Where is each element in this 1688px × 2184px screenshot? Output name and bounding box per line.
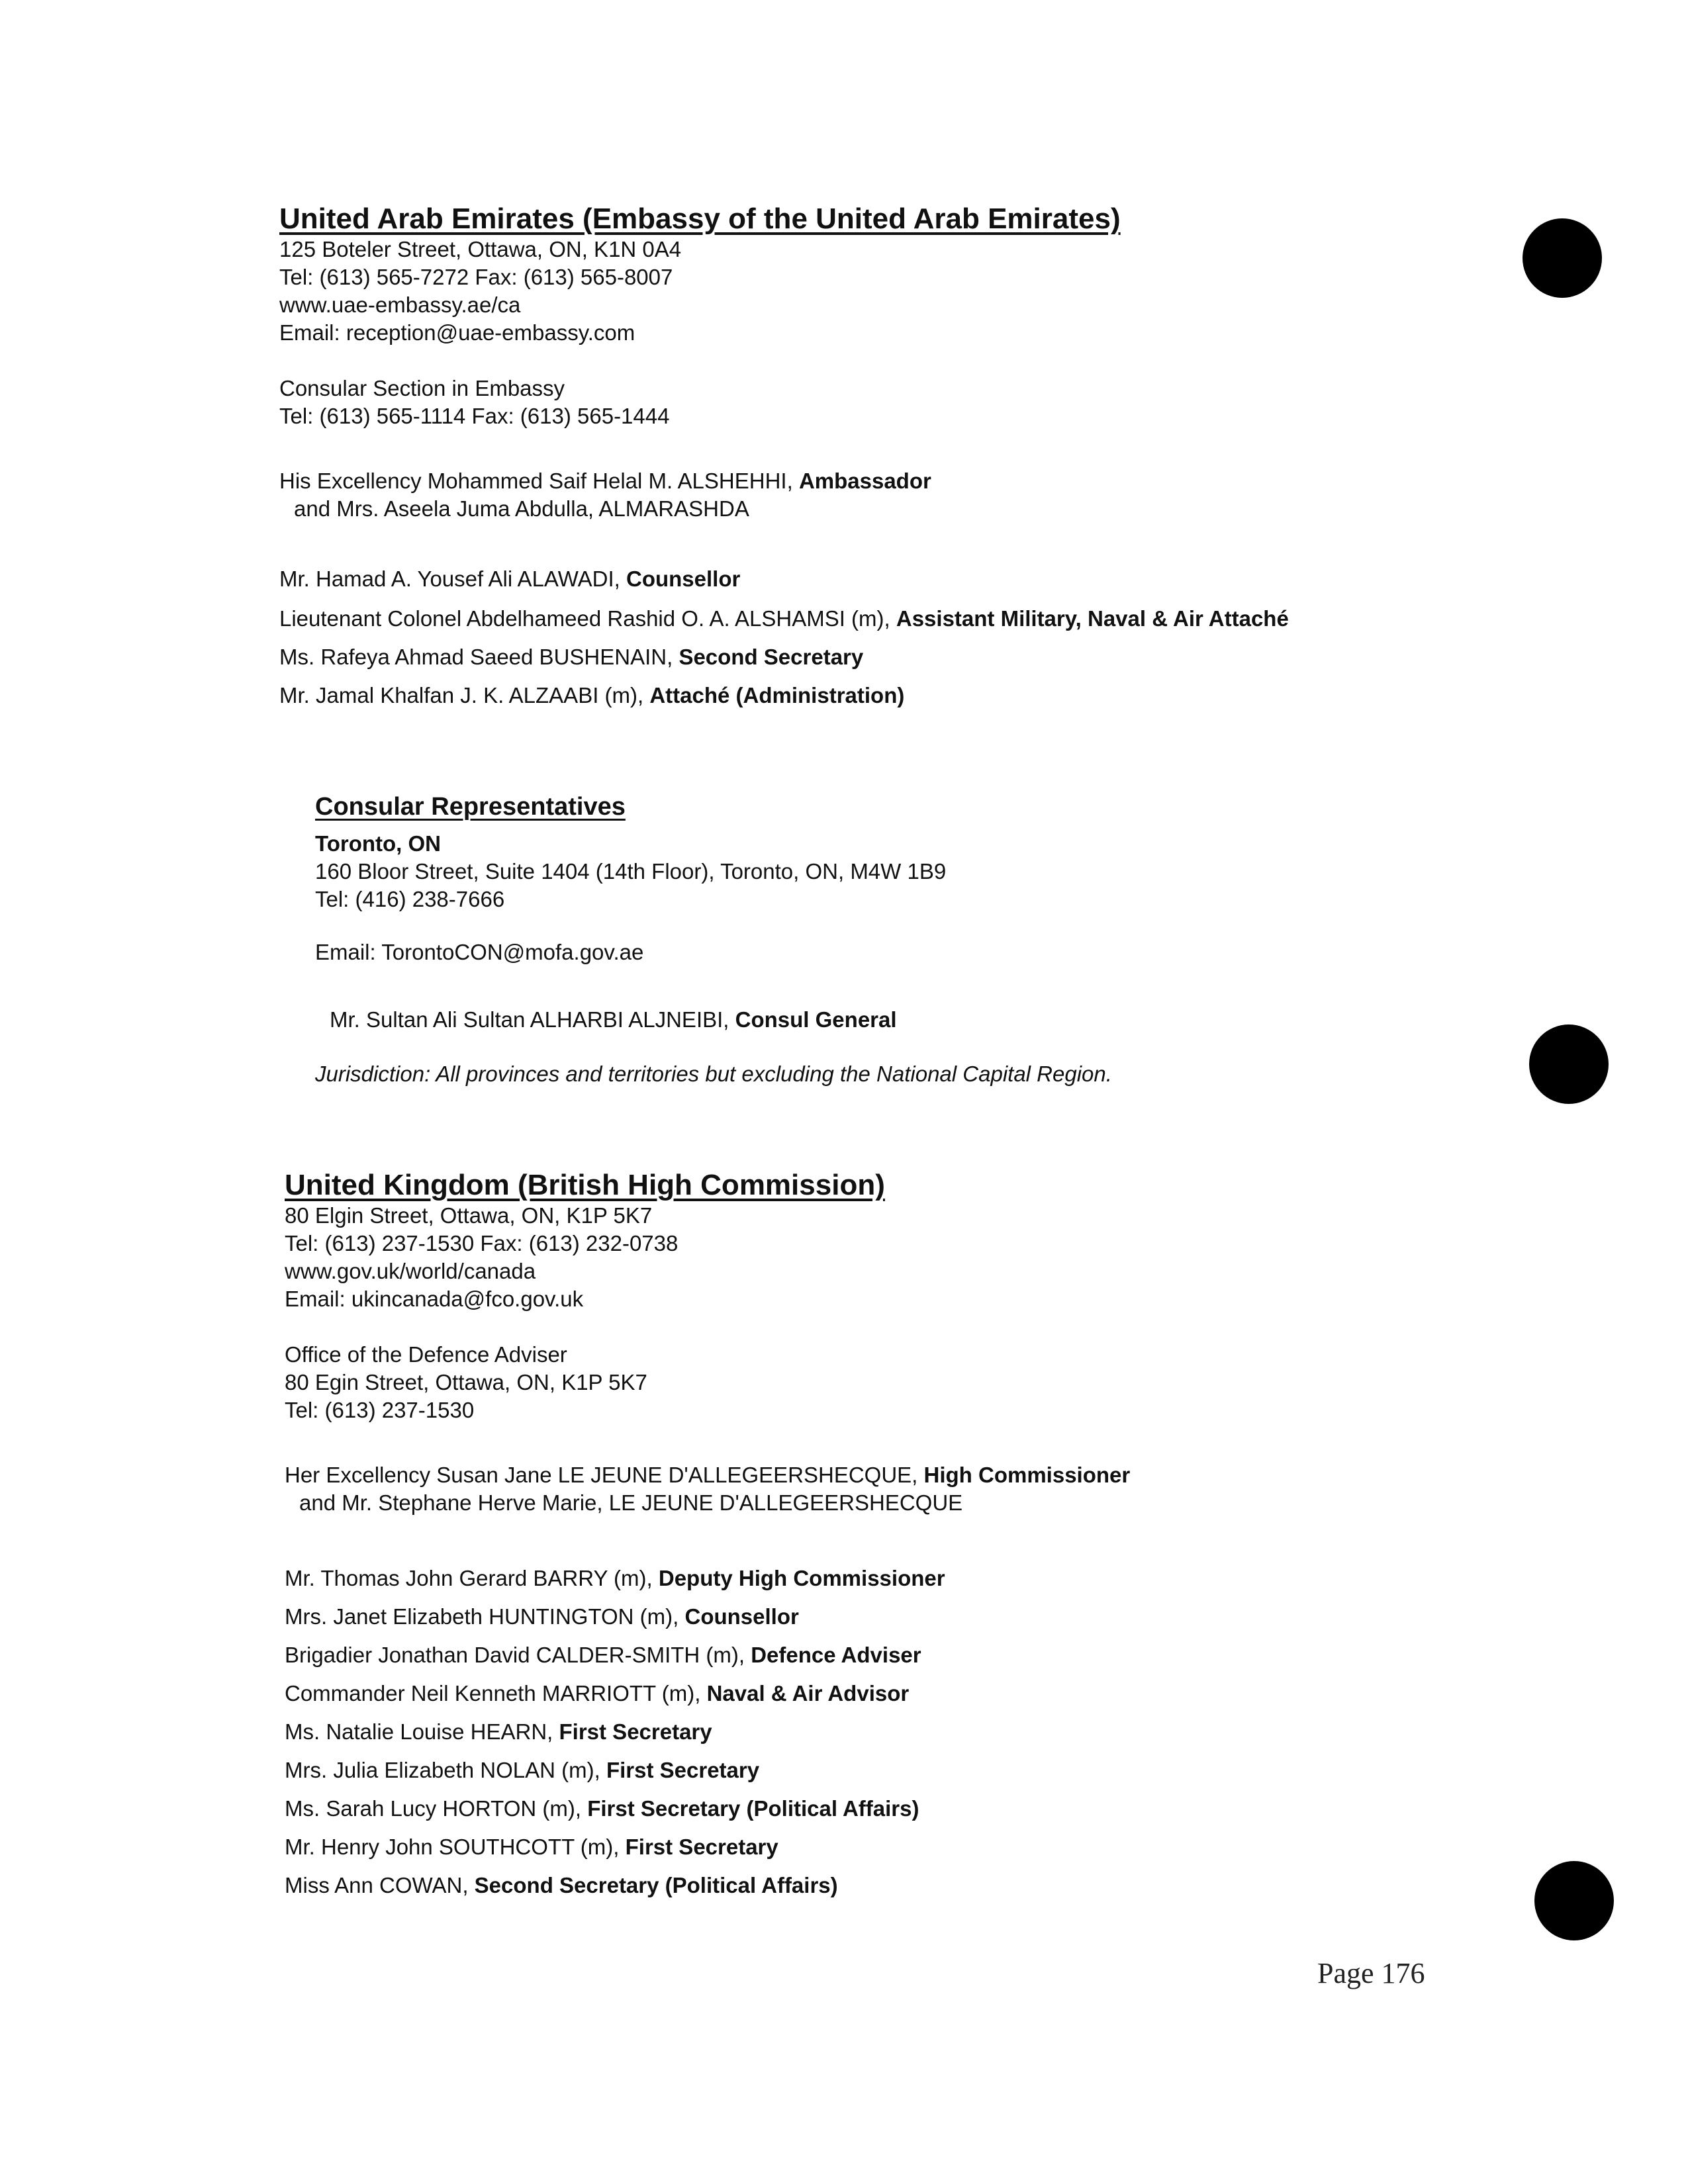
uae-website: www.uae-embassy.ae/ca xyxy=(279,293,521,317)
staff-name: Lieutenant Colonel Abdelhameed Rashid O. A. ALSHAMSI (m), xyxy=(279,606,890,631)
uk-staff-row xyxy=(285,1828,1423,1866)
staff-title: Deputy High Commissioner xyxy=(658,1566,945,1590)
uk-website: www.gov.uk/world/canada xyxy=(285,1259,536,1283)
consular-city: Toronto, ON xyxy=(315,831,442,856)
staff-title: Counsellor xyxy=(684,1604,799,1629)
staff-title: First Secretary xyxy=(625,1835,778,1859)
staff-name: Miss Ann COWAN, xyxy=(285,1873,469,1897)
hole-punch-top xyxy=(1523,218,1602,298)
uae-head-title: Ambassador xyxy=(798,469,931,493)
uk-tel: Tel: (613) 237-1530 Fax: (613) 232-0738 xyxy=(285,1231,679,1255)
uk-staff-row xyxy=(285,1790,1423,1828)
uae-tel: Tel: (613) 565-7272 Fax: (613) 565-8007 xyxy=(279,265,673,289)
hole-punch-bottom xyxy=(1534,1861,1614,1940)
uk-staff-row xyxy=(285,1866,1423,1905)
staff-title: Second Secretary (Political Affairs) xyxy=(474,1873,838,1897)
uae-staff-row xyxy=(279,604,1352,634)
uae-consular-section: Consular Section in Embassy xyxy=(279,376,565,400)
uae-section xyxy=(279,203,1418,715)
staff-title: First Secretary (Political Affairs) xyxy=(587,1796,919,1821)
staff-name: Mr. Jamal Khalfan J. K. ALZAABI (m), xyxy=(279,683,644,707)
staff-name: Mrs. Julia Elizabeth NOLAN (m), xyxy=(285,1758,600,1782)
uk-staff-row xyxy=(285,1751,1423,1790)
staff-name: Ms. Sarah Lucy HORTON (m), xyxy=(285,1796,582,1821)
uk-staff-row xyxy=(285,1674,1423,1713)
uk-staff-row xyxy=(285,1598,1423,1636)
uk-head-title: High Commissioner xyxy=(923,1463,1131,1487)
consular-officer-name: Mr. Sultan Ali Sultan ALHARBI ALJNEIBI, xyxy=(330,1007,729,1032)
staff-name: Mrs. Janet Elizabeth HUNTINGTON (m), xyxy=(285,1604,679,1629)
uae-staff-row xyxy=(279,638,1418,676)
staff-name: Brigadier Jonathan David CALDER-SMITH (m), xyxy=(285,1643,745,1667)
uk-staff-row xyxy=(285,1636,1423,1674)
consular-address: 160 Bloor Street, Suite 1404 (14th Floor), Toronto, ON, M4W 1B9 xyxy=(315,859,947,884)
staff-name: Mr. Thomas John Gerard BARRY (m), xyxy=(285,1566,653,1590)
uk-defence-office-address: 80 Egin Street, Ottawa, ON, K1P 5K7 xyxy=(285,1370,647,1394)
jurisdiction-label: Jurisdiction: xyxy=(315,1062,431,1086)
uk-heading: United Kingdom (British High Commission) xyxy=(285,1169,885,1201)
consular-officer-title: Consul General xyxy=(735,1007,897,1032)
staff-title: First Secretary xyxy=(606,1758,760,1782)
uae-consular-representatives xyxy=(315,792,1374,1088)
uk-staff-row xyxy=(285,1713,1423,1751)
consular-email: Email: TorontoCON@mofa.gov.ae xyxy=(315,940,644,964)
uk-email: Email: ukincanada@fco.gov.uk xyxy=(285,1287,584,1311)
uae-spouse: and Mrs. Aseela Juma Abdulla, ALMARASHDA xyxy=(294,496,749,521)
uk-head-of-mission xyxy=(285,1461,1423,1489)
staff-title: Second Secretary xyxy=(679,645,864,669)
uae-address: 125 Boteler Street, Ottawa, ON, K1N 0A4 xyxy=(279,237,682,261)
jurisdiction-text: All provinces and territories but excluding the National Capital Region. xyxy=(436,1062,1112,1086)
staff-title: Counsellor xyxy=(626,567,741,591)
uae-heading: United Arab Emirates (Embassy of the United Arab Emirates) xyxy=(279,203,1121,235)
staff-title: Assistant Military, Naval & Air Attaché xyxy=(896,606,1289,631)
hole-punch-middle xyxy=(1529,1024,1609,1104)
uk-spouse: and Mr. Stephane Herve Marie, LE JEUNE D'ALLEGEERSHECQUE xyxy=(299,1490,963,1515)
uk-staff-row xyxy=(285,1559,1423,1598)
staff-name: Commander Neil Kenneth MARRIOTT (m), xyxy=(285,1681,701,1706)
consular-jurisdiction xyxy=(315,1060,1374,1088)
uk-address: 80 Elgin Street, Ottawa, ON, K1P 5K7 xyxy=(285,1203,653,1228)
consular-tel: Tel: (416) 238-7666 xyxy=(315,887,505,911)
staff-name: Ms. Rafeya Ahmad Saeed BUSHENAIN, xyxy=(279,645,673,669)
staff-name: Ms. Natalie Louise HEARN, xyxy=(285,1719,553,1744)
uae-staff-row xyxy=(279,560,1418,598)
staff-title: First Secretary xyxy=(559,1719,712,1744)
uae-head-name: His Excellency Mohammed Saif Helal M. ALSHEHHI, xyxy=(279,469,793,493)
uae-staff-row xyxy=(279,676,1418,715)
uk-defence-office-tel: Tel: (613) 237-1530 xyxy=(285,1398,475,1422)
uk-head-name: Her Excellency Susan Jane LE JEUNE D'ALLEGEERSHECQUE, xyxy=(285,1463,918,1487)
staff-name: Mr. Hamad A. Yousef Ali ALAWADI, xyxy=(279,567,620,591)
staff-title: Defence Adviser xyxy=(751,1643,921,1667)
uae-head-of-mission xyxy=(279,467,1418,495)
uae-email: Email: reception@uae-embassy.com xyxy=(279,320,635,345)
staff-title: Naval & Air Advisor xyxy=(706,1681,910,1706)
uae-consular-tel: Tel: (613) 565-1114 Fax: (613) 565-1444 xyxy=(279,404,670,428)
uk-section xyxy=(285,1169,1423,1905)
staff-title: Attaché (Administration) xyxy=(649,683,905,707)
page-number: Page 176 xyxy=(1317,1957,1425,1989)
uk-defence-office: Office of the Defence Adviser xyxy=(285,1342,567,1367)
consular-heading: Consular Representatives xyxy=(315,793,626,821)
consular-officer xyxy=(315,1006,1374,1034)
staff-name: Mr. Henry John SOUTHCOTT (m), xyxy=(285,1835,620,1859)
